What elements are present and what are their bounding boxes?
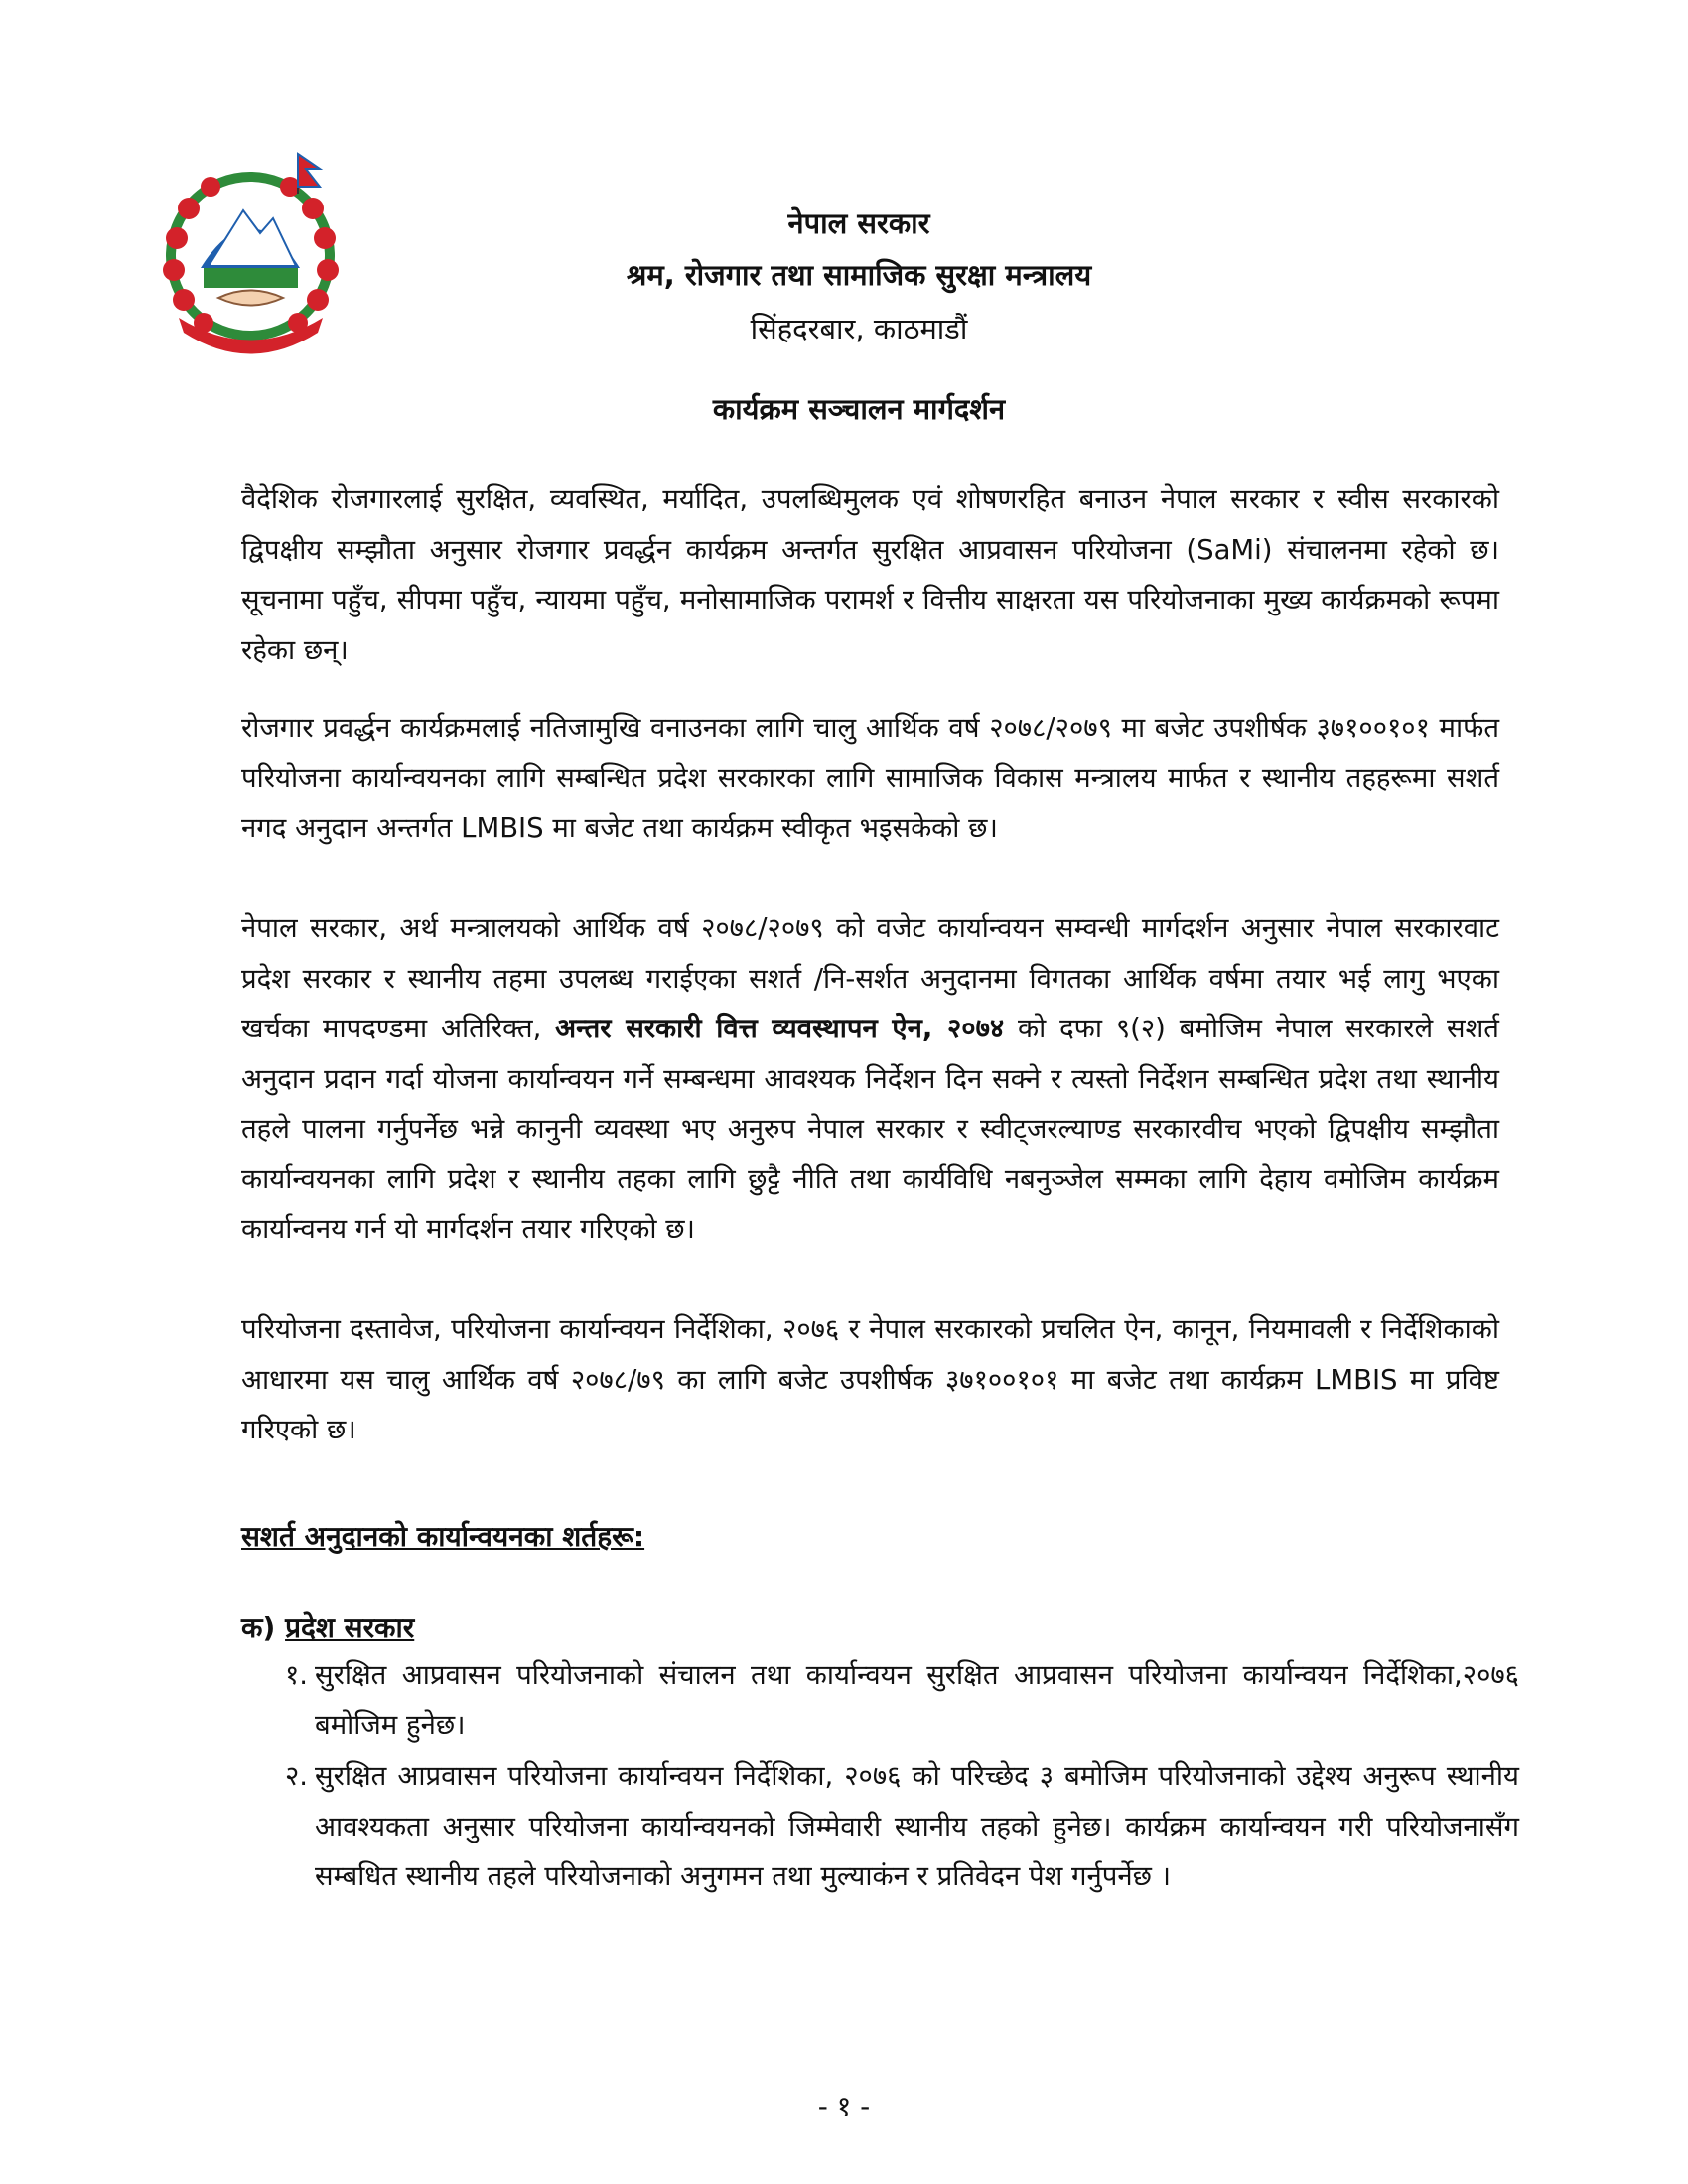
- list-item: [258, 1650, 1519, 1750]
- handshake-icon: [218, 291, 283, 306]
- government-name: नेपाल सरकार: [787, 206, 930, 240]
- ministry-name: श्रम, रोजगार तथा सामाजिक सुरक्षा मन्त्रालय: [626, 258, 1092, 292]
- paragraph-legal-basis-part-b: को दफा ९(२) बमोजिम नेपाल सरकारले सशर्त अनुदान प्रदान गर्दा योजना कार्यान्वयन गर्ने सम्बन्धमा आवश्यक निर्देशन दिन सक्ने र त्यस्तो निर्देशन सम्बन्धित प्रदेश तथा स्थानीय तहले पालना गर्नुपर्नेछ भन्ने कानुनी व्यवस्था भए अनुरुप नेपाल सरकार र स्वीट्जरल्याण्ड सरकारवीच भएको द्विपक्षीय सम्झौता कार्यान्वयनका लागि प्रदेश र स्थानीय तहका लागि छुट्टै नीति तथा कार्यविधि नबनुञ्जेल सम्मका लागि देहाय वमोजिम कार्यक्रम कार्यान्वनय गर्न यो मार्गदर्शन तयार गरिएको छ।: [241, 1013, 1499, 1245]
- mountain-icon: [201, 210, 300, 288]
- paragraph-legal-basis-part-a: नेपाल सरकार, अर्थ मन्त्रालयको आर्थिक वर्ष २०७८/२०७९ को वजेट कार्यान्वयन सम्वन्धी मार्गदर्शन अनुसार नेपाल सरकारवाट प्रदेश सरकार र स्थानीय तहमा उपलब्ध गराईएका सशर्त /नि-सर्शत अनुदानमा विगतका आर्थिक वर्षमा तयार भई लागु भएका खर्चका मापदण्डमा अतिरिक्त,: [241, 912, 1499, 1044]
- nepal-flag-icon: [298, 154, 320, 194]
- section-a-prefix: क): [241, 1611, 276, 1644]
- letterhead: [357, 199, 1360, 355]
- conditions-heading: सशर्त अनुदानको कार्यान्वयनका शर्तहरू:: [241, 1520, 645, 1553]
- section-a-label: प्रदेश सरकार: [285, 1611, 415, 1644]
- page-number: - १ -: [817, 2090, 871, 2122]
- list-item-text: सुरक्षित आप्रवासन परियोजनाको संचालन तथा कार्यान्वयन सुरक्षित आप्रवासन परियोजना कार्यान्वयन निर्देशिका,२०७६ बमोजिम हुनेछ।: [315, 1659, 1519, 1741]
- section-a-heading: [241, 1608, 414, 1646]
- act-name-bold: अन्तर सरकारी वित्त व्यवस्थापन ऐन, २०७४: [555, 1013, 1005, 1044]
- office-address: सिंहदरबार, काठमाडौं: [750, 312, 968, 345]
- paragraph-intro: वैदेशिक रोजगारलाई सुरक्षित, व्यवस्थित, मर्यादित, उपलब्धिमुलक एवं शोषणरहित बनाउन नेपाल सरकार र स्वीस सरकारको द्विपक्षीय सम्झौता अनुसार रोजगार प्रवर्द्धन कार्यक्रम अन्तर्गत सुरक्षित आप्रवासन परियोजना (SaMi) संचालनमा रहेको छ। सूचनामा पहुँच, सीपमा पहुँच, न्यायमा पहुँच, मनोसामाजिक परामर्श र वित्तीय साक्षरता यस परियोजनाका मुख्य कार्यक्रमको रूपमा रहेका छन्।: [241, 483, 1499, 666]
- nepal-government-emblem: [149, 149, 352, 362]
- list-item-number: २.: [284, 1760, 308, 1792]
- list-item-text: सुरक्षित आप्रवासन परियोजना कार्यान्वयन निर्देशिका, २०७६ को परिच्छेद ३ बमोजिम परियोजनाको उद्देश्य अनुरूप स्थानीय आवश्यकता अनुसार परियोजना कार्यान्वयनको जिम्मेवारी स्थानीय तहको हुनेछ। कार्यक्रम कार्यान्वयन गरी परियोजनासँग सम्बधित स्थानीय तहले परियोजनाको अनुगमन तथा मुल्याकंन र प्रतिवेदन पेश गर्नुपर्नेछ ।: [315, 1760, 1519, 1892]
- document-title: कार्यक्रम सञ्चालन मार्गदर्शन: [712, 392, 1006, 426]
- list-item: [258, 1751, 1519, 1902]
- paragraph-documents: परियोजना दस्तावेज, परियोजना कार्यान्वयन निर्देशिका, २०७६ र नेपाल सरकारको प्रचलित ऐन, कानून, नियमावली र निर्देशिकाको आधारमा यस चालु आर्थिक वर्ष २०७८/७९ का लागि बजेट उपशीर्षक ३७१००१०१ मा बजेट तथा कार्यक्रम LMBIS मा प्रविष्ट गरिएको छ।: [241, 1313, 1499, 1445]
- list-item-number: १.: [284, 1659, 308, 1691]
- paragraph-budget: रोजगार प्रवर्द्धन कार्यक्रमलाई नतिजामुखि वनाउनका लागि चालु आर्थिक वर्ष २०७८/२०७९ मा बजेट उपशीर्षक ३७१००१०१ मार्फत परियोजना कार्यान्वयनका लागि सम्बन्धित प्रदेश सरकारका लागि सामाजिक विकास मन्त्रालय मार्फत र स्थानीय तहहरूमा सशर्त नगद अनुदान अन्तर्गत LMBIS मा बजेट तथा कार्यक्रम स्वीकृत भइसकेको छ।: [241, 712, 1499, 844]
- paragraph-legal-basis: [241, 903, 1499, 1255]
